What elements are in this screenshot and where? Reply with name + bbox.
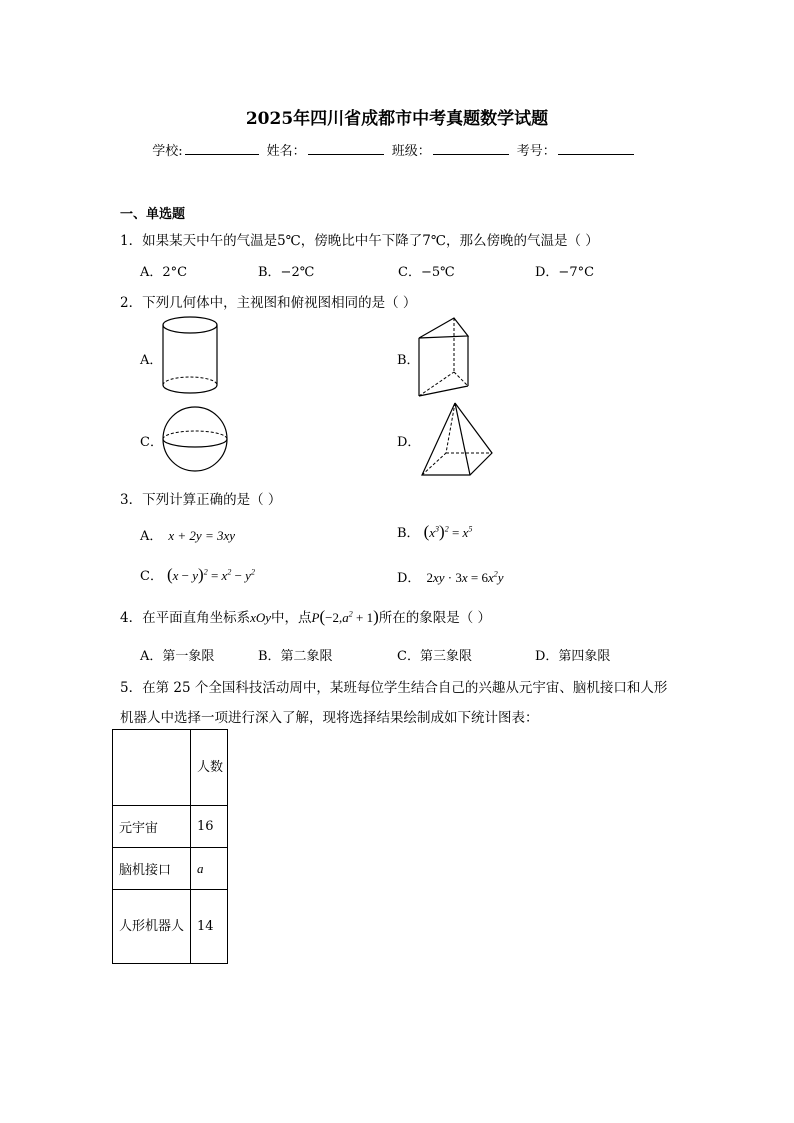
section-heading: 一、单选题 (120, 207, 186, 222)
sphere-icon (161, 405, 233, 475)
q4-option-b: B．第二象限 (258, 649, 333, 664)
q3-option-d-label: D． (397, 571, 421, 586)
triangular-prism-icon (416, 316, 472, 400)
q3-option-b-expr: $(x^3)^2 = x^5$ (423, 522, 473, 541)
question-5-line-1: 5．在第 25 个全国科技活动周中，某班每位学生结合自己的兴趣从元宇宙、脑机接口和人形 (120, 680, 668, 696)
class-label: 班级： (391, 144, 431, 159)
q3-option-d (397, 567, 504, 586)
student-info-line (0, 140, 794, 159)
pyramid-icon (420, 401, 494, 479)
q4-option-a: A．第一象限 (140, 649, 215, 664)
table-header-row (113, 730, 228, 806)
q4-stem-pre: 4．在平面直角坐标系 (120, 610, 251, 626)
q3-option-c-expr: $(x - y)^2 = x^2 - y^2$ (166, 565, 255, 584)
q1-option-c: C．−5℃ (398, 265, 455, 280)
cylinder-icon (160, 314, 224, 398)
table-row (113, 806, 228, 848)
question-1-stem: 1．如果某天中午的气温是5℃，傍晚比中午下降了7℃，那么傍晚的气温是（ ） (120, 233, 599, 249)
q2-option-d: D． (397, 435, 421, 450)
q3-option-a-expr: x + 2y = 3xy (168, 528, 236, 543)
table-cell: 16 (191, 806, 228, 848)
q3-option-a-label: A． (140, 529, 163, 544)
q4-option-c: C．第三象限 (397, 649, 472, 664)
q1-option-b: B．−2℃ (258, 265, 315, 280)
survey-table (112, 729, 228, 964)
table-header-cell: 人数 (191, 730, 228, 806)
q2-option-c: C． (140, 435, 163, 450)
q4-coordinate-system: xOy (250, 610, 272, 625)
number-blank (558, 140, 634, 155)
question-5-line-2: 机器人中选择一项进行深入了解，现将选择结果绘制成如下统计图表： (120, 710, 539, 726)
class-blank (433, 140, 509, 155)
q3-option-c (140, 565, 255, 585)
q4-stem-post: 所在的象限是（ ） (378, 610, 492, 626)
table-cell: 14 (191, 890, 228, 964)
question-4-stem (120, 606, 491, 627)
table-cell: a (191, 848, 228, 890)
question-2-stem: 2．下列几何体中，主视图和俯视图相同的是（ ） (120, 295, 417, 311)
q1-option-a: A．2°C (140, 265, 188, 280)
table-cell: 脑机接口 (113, 848, 191, 890)
q3-option-d-expr: $2xy \cdot 3x = 6x^2y$ (426, 569, 504, 585)
q2-option-b: B． (397, 353, 420, 368)
table-cell: 人形机器人 (113, 890, 191, 964)
q3-option-b (397, 522, 472, 542)
q4-point: $P(-2,a^2 + 1)$ (311, 607, 379, 626)
q3-option-b-label: B． (397, 526, 420, 541)
school-blank (185, 140, 259, 155)
page-title: 2025年四川省成都市中考真题数学试题 (245, 109, 549, 129)
q1-option-d: D．−7°C (535, 265, 595, 280)
table-cell: 元宇宙 (113, 806, 191, 848)
name-blank (308, 140, 384, 155)
q3-option-c-label: C． (140, 569, 163, 584)
q3-option-a (140, 525, 235, 544)
q2-option-a: A． (140, 353, 163, 368)
school-label: 学校: (152, 144, 183, 159)
table-row (113, 890, 228, 964)
table-row (113, 848, 228, 890)
table-header-cell (113, 730, 191, 806)
q4-stem-mid: 中，点 (271, 610, 312, 626)
number-label: 考号： (516, 144, 556, 159)
question-3-stem: 3．下列计算正确的是（ ） (120, 492, 282, 508)
q4-option-d: D．第四象限 (535, 649, 611, 664)
name-label: 姓名： (266, 144, 306, 159)
